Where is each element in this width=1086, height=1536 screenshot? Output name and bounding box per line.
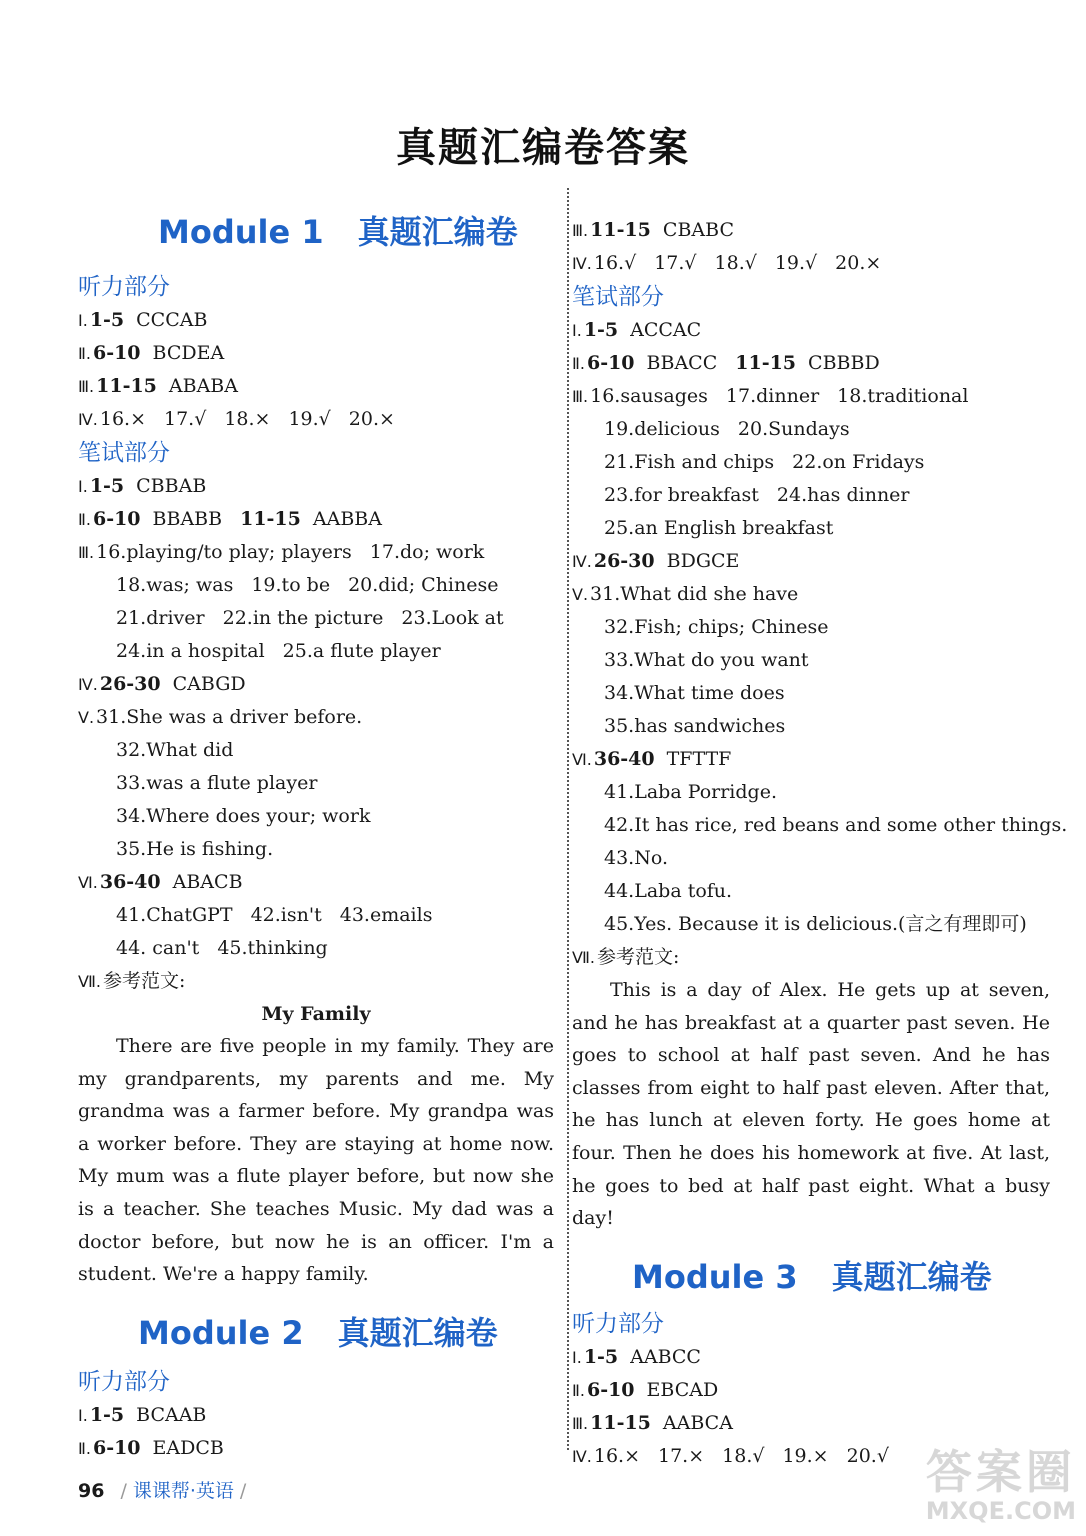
- roman-numeral: Ⅱ.: [572, 1380, 585, 1400]
- answer-key: ACCAC: [630, 319, 702, 341]
- answer-line: [78, 536, 554, 569]
- watermark-text: 答案圈: [925, 1445, 1076, 1499]
- roman-numeral: Ⅰ.: [572, 1347, 582, 1367]
- answer-line: [572, 1341, 1050, 1374]
- answer-line: [78, 668, 554, 701]
- roman-numeral: Ⅲ.: [78, 543, 95, 562]
- answer-item: 34.Where does your; work: [116, 805, 371, 827]
- question-range: 6-10: [92, 1436, 141, 1459]
- answer-item: 35.He is fishing.: [116, 838, 274, 860]
- module1-written-answers: [78, 470, 554, 998]
- answer-item: 31.What did she have: [590, 583, 799, 605]
- question-range: 1-5: [583, 319, 619, 341]
- answer-item: 22.in the picture: [222, 607, 384, 629]
- module3-title: [572, 1249, 1050, 1305]
- answer-line: [572, 380, 1050, 413]
- answer-line: [572, 809, 1068, 842]
- answer-key: BBACC: [646, 352, 718, 374]
- answer-item: 34.What time does: [604, 682, 785, 704]
- roman-numeral: Ⅶ.: [572, 948, 595, 967]
- answer-key: EADCB: [152, 1436, 224, 1459]
- module1-title: [78, 204, 554, 260]
- question-range: 1-5: [89, 475, 125, 497]
- roman-numeral: Ⅲ.: [78, 377, 95, 396]
- roman-numeral: Ⅰ.: [78, 477, 88, 496]
- answer-line: [572, 941, 1050, 974]
- answer-item: 32.Fish; chips; Chinese: [604, 616, 829, 638]
- answer-key: ABACB: [172, 871, 243, 893]
- answer-key: BCAAB: [136, 1403, 207, 1426]
- answer-item: 20.did; Chinese: [348, 574, 499, 596]
- roman-numeral: Ⅴ.: [572, 585, 589, 604]
- answer-item: 35.has sandwiches: [604, 715, 786, 737]
- module3-listening-heading: 听力部分: [572, 1310, 664, 1337]
- roman-numeral: Ⅱ.: [78, 344, 91, 363]
- watermark-url: MXQE.COM: [925, 1497, 1076, 1525]
- answer-item: 23.Look at: [401, 607, 504, 629]
- answer-item: 17.do; work: [369, 541, 485, 563]
- answer-line: [78, 932, 554, 965]
- module2-written-answers: [572, 314, 1068, 974]
- answer-item: 16.×: [593, 1444, 640, 1467]
- watermark: [926, 1446, 1076, 1524]
- question-range: 6-10: [586, 1378, 635, 1401]
- left-column: [78, 204, 554, 1465]
- answer-item: 17.√: [654, 252, 697, 274]
- right-column: [572, 214, 1068, 1473]
- roman-numeral: Ⅵ.: [572, 750, 592, 769]
- answer-line: [78, 1432, 554, 1465]
- answer-line: [78, 701, 554, 734]
- answer-item: 33.was a flute player: [116, 772, 318, 794]
- answer-line: [572, 611, 1050, 644]
- answer-item: 45.Yes. Because it is delicious.(言之有理即可): [604, 913, 1027, 935]
- module1-essay-title: My Family: [261, 1003, 371, 1025]
- answer-line: [78, 767, 554, 800]
- question-range: 1-5: [89, 309, 125, 331]
- answer-item: 41.ChatGPT: [116, 904, 233, 926]
- roman-numeral: Ⅲ.: [572, 221, 589, 240]
- module1-title-cn: 真题汇编卷: [357, 213, 518, 251]
- answer-item: 21.driver: [116, 607, 205, 629]
- answer-item: 19.√: [288, 408, 331, 430]
- answer-item: 17.dinner: [725, 385, 820, 407]
- answer-item: 45.thinking: [217, 937, 328, 959]
- book-title: 课课帮·英语: [132, 1480, 234, 1502]
- roman-numeral: Ⅲ.: [572, 387, 589, 406]
- answer-key: CBBBD: [808, 352, 880, 374]
- answer-item: 25.an English breakfast: [604, 517, 834, 539]
- answer-line: [572, 479, 1050, 512]
- module2-written-heading: 笔试部分: [572, 284, 664, 310]
- answer-key: ABABA: [168, 375, 238, 397]
- answer-key: TFTTF: [666, 748, 732, 770]
- module1-listening-heading: 听力部分: [78, 274, 170, 300]
- answer-key: BCDEA: [152, 342, 225, 364]
- answer-line: [78, 470, 554, 503]
- answer-item: 参考范文:: [597, 946, 680, 968]
- question-range: 6-10: [586, 352, 635, 374]
- module2-listening-heading: 听力部分: [78, 1368, 170, 1395]
- answer-key: CBABC: [662, 219, 734, 241]
- answer-item: 16.playing/to play; players: [96, 541, 352, 563]
- answer-item: 20.Sundays: [737, 418, 850, 440]
- answer-key: AABCC: [630, 1345, 701, 1368]
- answer-item: 21.Fish and chips: [604, 451, 775, 473]
- answer-item: 41.Laba Porridge.: [604, 781, 777, 803]
- answer-item: 20.√: [846, 1444, 889, 1467]
- answer-line: [572, 644, 1050, 677]
- answer-item: 43.No.: [604, 847, 668, 869]
- roman-numeral: Ⅳ.: [572, 254, 592, 273]
- question-range: 6-10: [92, 508, 141, 530]
- roman-numeral: Ⅵ.: [78, 873, 98, 892]
- module2-title-cn: 真题汇编卷: [337, 1313, 498, 1352]
- answer-item: 18.traditional: [837, 385, 969, 407]
- answer-key: BDGCE: [666, 550, 740, 572]
- answer-line: [572, 1374, 1050, 1407]
- answer-item: 19.√: [774, 252, 818, 274]
- roman-numeral: Ⅶ.: [78, 972, 101, 991]
- roman-numeral: Ⅰ.: [78, 1405, 88, 1425]
- answer-line: [78, 965, 554, 998]
- answer-item: 18.was; was: [116, 574, 234, 596]
- answer-item: 44.Laba tofu.: [604, 880, 733, 902]
- answer-item: 17.×: [658, 1444, 705, 1467]
- answer-line: [572, 413, 1050, 446]
- answer-line: [572, 314, 1050, 347]
- question-range: 26-30: [593, 550, 655, 572]
- answer-line: [572, 710, 1050, 743]
- roman-numeral: Ⅲ.: [572, 1413, 589, 1433]
- roman-numeral: Ⅱ.: [78, 1438, 91, 1458]
- module3-title-cn: 真题汇编卷: [831, 1257, 992, 1296]
- answer-line: [78, 833, 554, 866]
- answer-item: 19.to be: [251, 574, 331, 596]
- module2-name: Module 2: [138, 1313, 304, 1352]
- page-number: 96: [78, 1480, 105, 1502]
- roman-numeral: Ⅴ.: [78, 708, 95, 727]
- answer-item: 17.√: [164, 408, 207, 430]
- answer-line: [78, 899, 554, 932]
- answer-item: 20.×: [835, 252, 882, 274]
- module2-listening-answers-left: [78, 1399, 554, 1465]
- roman-numeral: Ⅳ.: [78, 675, 98, 694]
- answer-item: 参考范文:: [103, 970, 186, 992]
- answer-item: 18.√: [722, 1444, 765, 1467]
- column-divider: [567, 188, 569, 1450]
- page-title: 真题汇编卷答案: [396, 125, 690, 171]
- answer-line: [572, 545, 1050, 578]
- answer-item: 25.a flute player: [282, 640, 441, 662]
- answer-key: AABBA: [312, 508, 382, 530]
- footer-separator: /: [120, 1480, 127, 1502]
- answer-line: [78, 370, 554, 403]
- answer-line: [572, 842, 1050, 875]
- answer-line: [572, 578, 1050, 611]
- answer-key: BBABB: [152, 508, 223, 530]
- module1-name: Module 1: [158, 213, 324, 251]
- module1-essay: There are five people in my family. They are my grandparents, my parents and me. My grandma was a farmer before. My grandpa was a worker before. They are staying at home now. My mum was a flute player before, but now she is a teacher. She teaches Music. My dad was a doctor before, but now he is an officer. I'm a student. We're a happy family.: [78, 1035, 554, 1286]
- answer-item: 23.for breakfast: [604, 484, 759, 506]
- roman-numeral: Ⅰ.: [572, 321, 582, 340]
- question-range: 36-40: [593, 748, 655, 770]
- answer-line: [78, 734, 554, 767]
- answer-line: [78, 635, 554, 668]
- answer-line: [572, 1407, 1050, 1440]
- answer-key: CCCAB: [136, 309, 208, 331]
- module2-essay: This is a day of Alex. He gets up at seven, and he has breakfast at a quarter past seven. He goes to school at half past seven. And he has classes from eight to half past eleven. After that, he has lunch at eleven forty. He goes home at four. Then he does his homework at five. At last, he goes to bed at half past eight. What a busy day!: [572, 979, 1050, 1230]
- answer-line: [572, 908, 1050, 941]
- answer-item: 16.√: [593, 252, 637, 274]
- roman-numeral: Ⅰ.: [78, 311, 88, 330]
- answer-line: [572, 776, 1050, 809]
- answer-item: 24.in a hospital: [116, 640, 265, 662]
- page-footer: [78, 1476, 252, 1503]
- answer-line: [78, 569, 554, 602]
- answer-key: AABCA: [662, 1411, 733, 1434]
- roman-numeral: Ⅱ.: [78, 510, 91, 529]
- answer-line: [78, 503, 554, 536]
- answer-item: 32.What did: [116, 739, 234, 761]
- question-range: 11-15: [96, 375, 157, 397]
- answer-item: 16.sausages: [590, 385, 708, 407]
- answer-line: [78, 403, 554, 436]
- module2-title: [78, 1305, 554, 1361]
- answer-line: [572, 247, 1050, 280]
- roman-numeral: Ⅱ.: [572, 354, 585, 373]
- module3-name: Module 3: [632, 1257, 798, 1296]
- footer-separator-end: /: [239, 1480, 247, 1502]
- answer-item: 22.on Fridays: [792, 451, 925, 473]
- module1-listening-answers: [78, 304, 554, 436]
- answer-line: [572, 512, 1050, 545]
- question-range: 6-10: [92, 342, 141, 364]
- question-range: 1-5: [583, 1345, 619, 1368]
- answer-item: 42.It has rice, red beans and some other things.: [604, 814, 1068, 836]
- answer-item: 44. can't: [116, 937, 200, 959]
- answer-line: [78, 337, 554, 370]
- roman-numeral: Ⅳ.: [572, 552, 592, 571]
- question-range: 36-40: [99, 871, 161, 893]
- answer-line: [572, 446, 1050, 479]
- answer-line: [572, 214, 1050, 247]
- answer-item: 31.She was a driver before.: [96, 706, 363, 728]
- answer-key: CBBAB: [136, 475, 207, 497]
- answer-line: [572, 347, 1050, 380]
- question-range: 11-15: [590, 1411, 651, 1434]
- answer-item: 18.√: [714, 252, 757, 274]
- answer-line: [78, 304, 554, 337]
- answer-line: [572, 743, 1050, 776]
- question-range: 26-30: [99, 673, 161, 695]
- question-range: 11-15: [590, 219, 651, 241]
- answer-item: 16.×: [99, 408, 146, 430]
- answer-item: 18.×: [224, 408, 271, 430]
- question-range: 11-15: [240, 508, 301, 530]
- answer-line: [78, 866, 554, 899]
- answer-item: 19.×: [782, 1444, 829, 1467]
- answer-line: [78, 602, 554, 635]
- answer-item: 43.emails: [339, 904, 433, 926]
- answer-line: [78, 800, 554, 833]
- answer-key: EBCAD: [646, 1378, 719, 1401]
- answer-item: 42.isn't: [250, 904, 322, 926]
- module1-written-heading: 笔试部分: [78, 440, 170, 466]
- answer-item: 24.has dinner: [776, 484, 910, 506]
- answer-line: [572, 677, 1050, 710]
- answer-item: 20.×: [348, 408, 395, 430]
- answer-item: 33.What do you want: [604, 649, 809, 671]
- question-range: 1-5: [89, 1403, 125, 1426]
- answer-line: [572, 875, 1050, 908]
- answer-line: [78, 1399, 554, 1432]
- question-range: 11-15: [735, 352, 797, 374]
- roman-numeral: Ⅳ.: [78, 410, 98, 429]
- module2-listening-answers-right: [572, 214, 1050, 280]
- roman-numeral: Ⅳ.: [572, 1446, 592, 1466]
- answer-key: CABGD: [172, 673, 246, 695]
- answer-item: 19.delicious: [604, 418, 720, 440]
